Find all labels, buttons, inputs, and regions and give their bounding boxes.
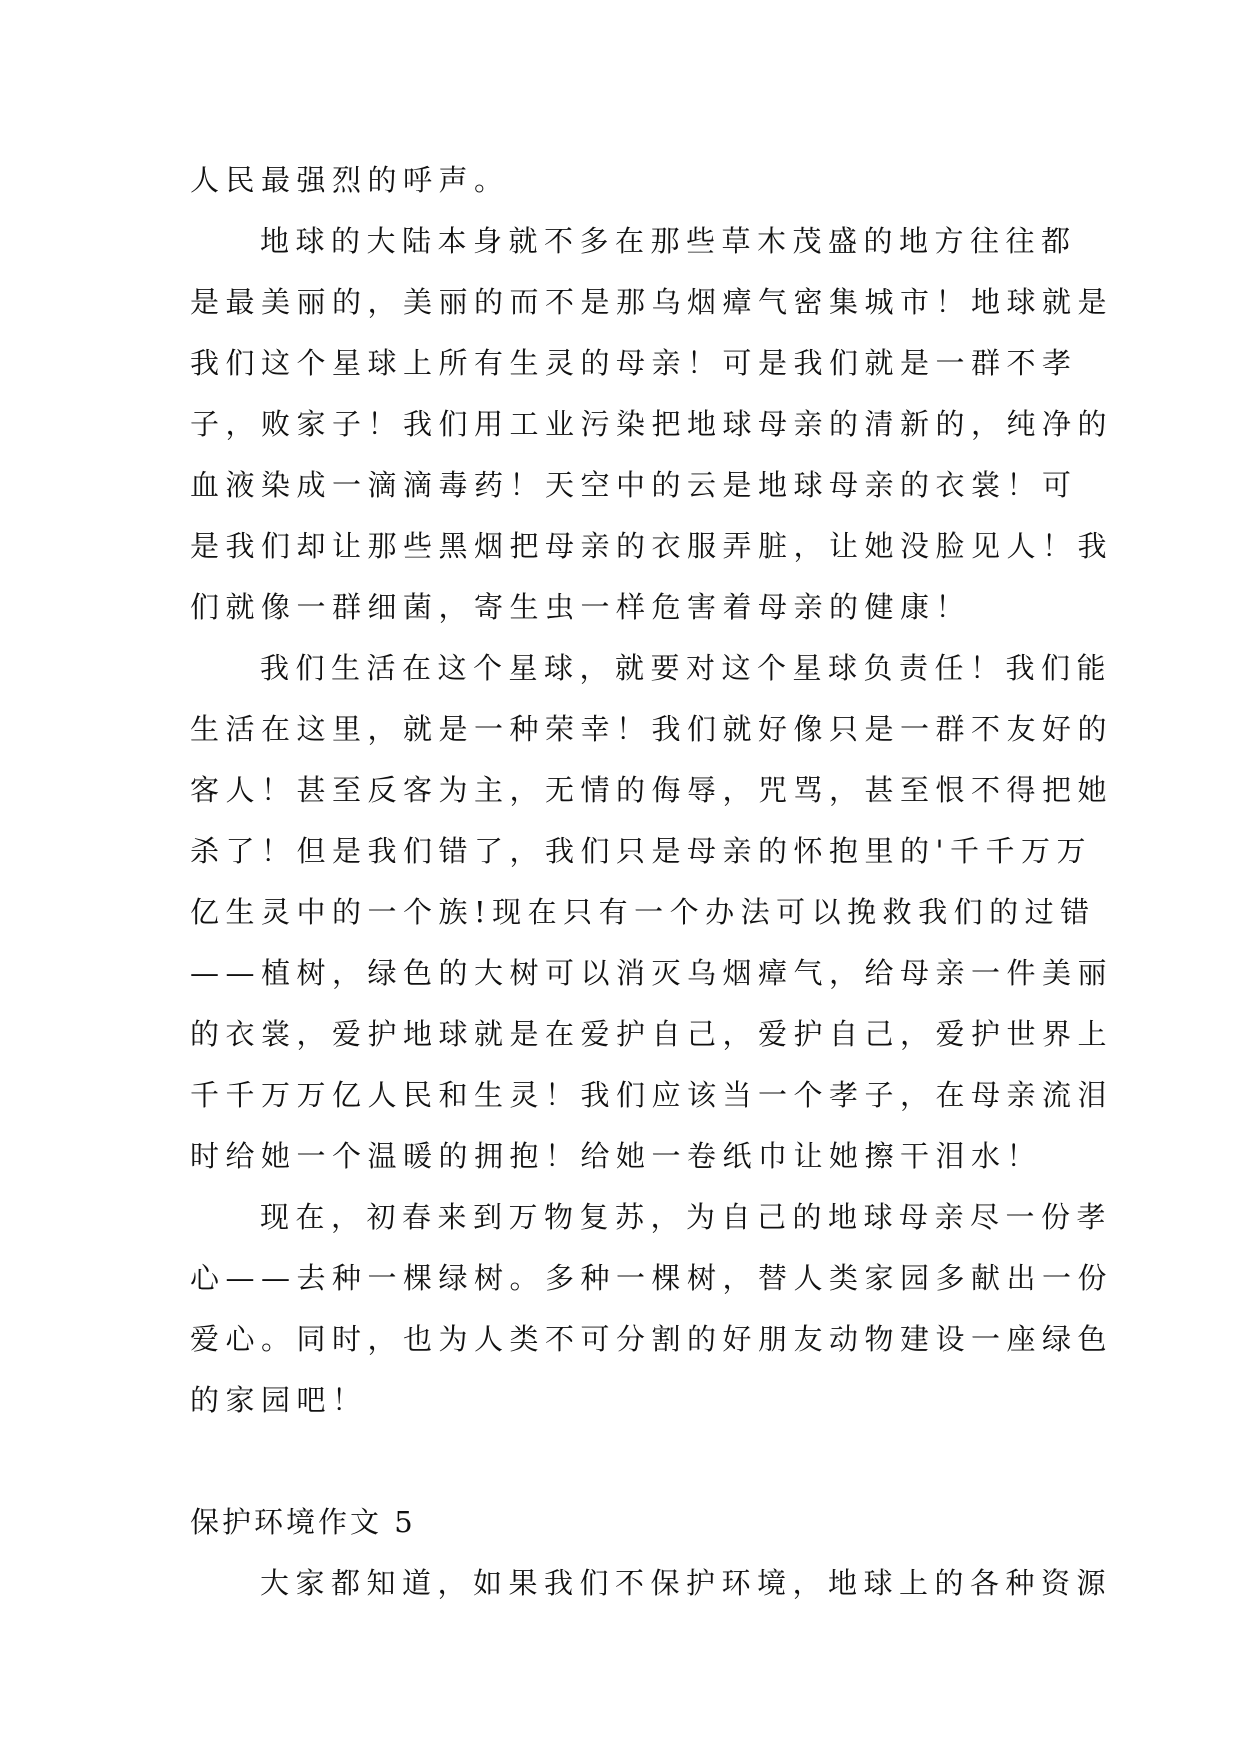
text-line: 我们生活在这个星球，就要对这个星球负责任！我们能	[260, 651, 1113, 685]
text-line: 现在，初春来到万物复苏，为自己的地球母亲尽一份孝	[260, 1200, 1113, 1234]
text-line: 生活在这里，就是一种荣幸！我们就好像只是一群不友好的	[190, 712, 1114, 746]
text-line: 人民最强烈的呼声。	[190, 163, 510, 197]
paragraph-4	[190, 1553, 1113, 1614]
text-line: 亿生灵中的一个族!现在只有一个办法可以挽救我们的过错	[190, 895, 1096, 929]
text-line: 千千万万亿人民和生灵！我们应该当一个孝子，在母亲流泪	[190, 1078, 1114, 1112]
text-line: 杀了！但是我们错了，我们只是母亲的怀抱里的'千千万万	[190, 834, 1092, 868]
text-line: 们就像一群细菌，寄生虫一样危害着母亲的健康！	[190, 590, 972, 624]
section-title: 保护环境作文 5	[190, 1505, 416, 1539]
text-line: 地球的大陆本身就不多在那些草木茂盛的地方往往都	[260, 224, 1077, 258]
text-line: 客人！甚至反客为主，无情的侮辱，咒骂，甚至恨不得把她	[190, 773, 1114, 807]
section-spacer	[190, 1431, 1050, 1492]
paragraph-1	[190, 211, 1114, 638]
text-line: 是最美丽的，美丽的而不是那乌烟瘴气密集城市！地球就是	[190, 285, 1114, 319]
document-page	[190, 150, 1114, 1614]
text-line: 的家园吧！	[190, 1383, 368, 1417]
paragraph-3	[190, 1187, 1114, 1431]
text-line: 大家都知道，如果我们不保护环境，地球上的各种资源	[260, 1566, 1113, 1600]
text-line: ——植树，绿色的大树可以消灭乌烟瘴气，给母亲一件美丽	[190, 956, 1114, 990]
text-line: 是我们却让那些黑烟把母亲的衣服弄脏，让她没脸见人！我	[190, 529, 1114, 563]
text-line: 我们这个星球上所有生灵的母亲！可是我们就是一群不孝	[190, 346, 1078, 380]
text-line: 时给她一个温暖的拥抱！给她一卷纸巾让她擦干泪水！	[190, 1139, 1043, 1173]
text-line: 爱心。同时，也为人类不可分割的好朋友动物建设一座绿色	[190, 1322, 1114, 1356]
text-line: 的衣裳，爱护地球就是在爱护自己，爱护自己，爱护世界上	[190, 1017, 1114, 1051]
paragraph-2	[190, 638, 1114, 1187]
text-line: 心——去种一棵绿树。多种一棵树，替人类家园多献出一份	[190, 1261, 1114, 1295]
paragraph-0	[190, 150, 1050, 211]
text-line: 血液染成一滴滴毒药！天空中的云是地球母亲的衣裳！可	[190, 468, 1078, 502]
text-line: 子，败家子！我们用工业污染把地球母亲的清新的，纯净的	[190, 407, 1114, 441]
